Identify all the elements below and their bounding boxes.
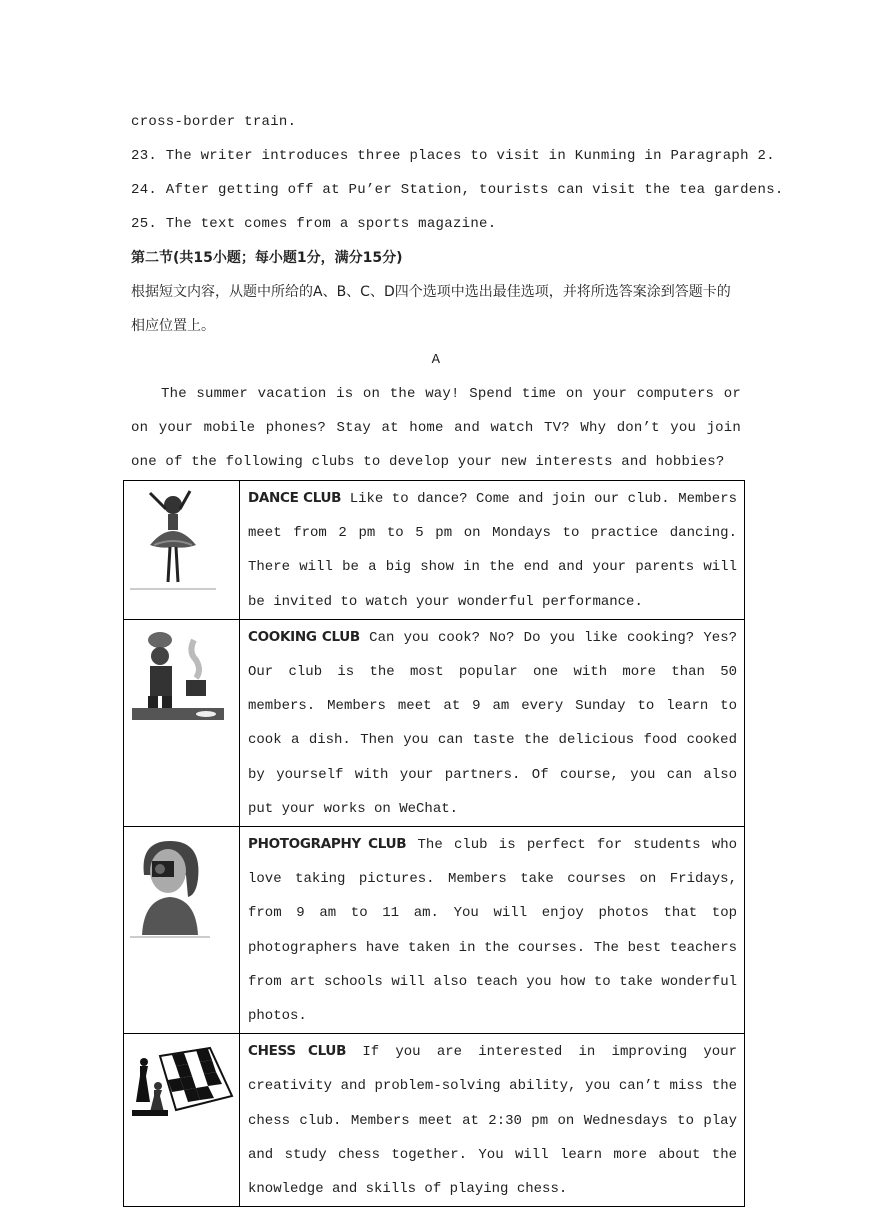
chef-icon [130, 630, 226, 730]
instructions: 根据短文内容，从题中所给的A、B、C、D四个选项中选出最佳选项，并将所选答案涂到答题卡的相应位置上。 [131, 284, 731, 334]
club-description [240, 481, 745, 620]
club-text: Can you cook? No? Do you like cooking? Yes? Our club is the most popular one with more than 50 members. Members meet at 9 am every Sunday to learn to cook a dish. Then you can taste the delicious food cooked by yourself with your partners. Of course, you can also put your works on WeChat. [248, 629, 738, 817]
table-row [124, 619, 745, 826]
club-name: COOKING CLUB [248, 628, 360, 645]
image-cell [124, 1034, 240, 1207]
club-name: CHESS CLUB [248, 1043, 347, 1060]
club-name: PHOTOGRAPHY CLUB [248, 836, 407, 853]
question-24: 24. After getting off at Pu’er Station, tourists can visit the tea gardens. [131, 182, 784, 198]
image-cell [124, 481, 240, 620]
chessboard-icon [130, 1046, 234, 1120]
club-description [240, 1034, 745, 1207]
image-cell [124, 827, 240, 1034]
image-cell [124, 619, 240, 826]
section-title: 第二节(共15小题；每小题1分，满分15分) [131, 250, 403, 266]
ballerina-icon [130, 487, 216, 591]
question-25: 25. The text comes from a sports magazine. [131, 216, 497, 232]
club-description [240, 827, 745, 1034]
table-row [124, 827, 745, 1034]
clubs-table [123, 480, 745, 1207]
text-line: cross-border train. [131, 114, 297, 130]
document-page [131, 105, 784, 479]
club-name: DANCE CLUB [248, 490, 342, 506]
club-text: If you are interested in improving your creativity and problem-solving ability, you can’t miss the chess club. Members meet at 2:30 pm on Wednesdays to play and study chess together. You will learn more about the knowledge and skills of playing chess. [248, 1044, 738, 1198]
club-description [240, 619, 745, 826]
club-text: The club is perfect for students who love taking pictures. Members take courses on Fridays, from 9 am to 11 am. You will enjoy photos that top photographers have taken in the courses. The best teachers from art schools will also teach you how to take wonderful photos. [248, 837, 737, 1025]
passage-label: A [431, 352, 441, 368]
photographer-icon [130, 835, 210, 939]
passage-intro: The summer vacation is on the way! Spend time on your computers or on your mobile phones? Stay at home and watch TV? Why don’t you join one of the following clubs to develop your new interests and hobbies? [131, 386, 741, 470]
club-text: Like to dance? Come and join our club. Members meet from 2 pm to 5 pm on Mondays to practice dancing. There will be a big show in the end and your parents will be invited to watch your wonderful performance. [248, 491, 738, 610]
question-23: 23. The writer introduces three places to visit in Kunming in Paragraph 2. [131, 148, 775, 164]
table-row [124, 481, 745, 620]
table-row [124, 1034, 745, 1207]
